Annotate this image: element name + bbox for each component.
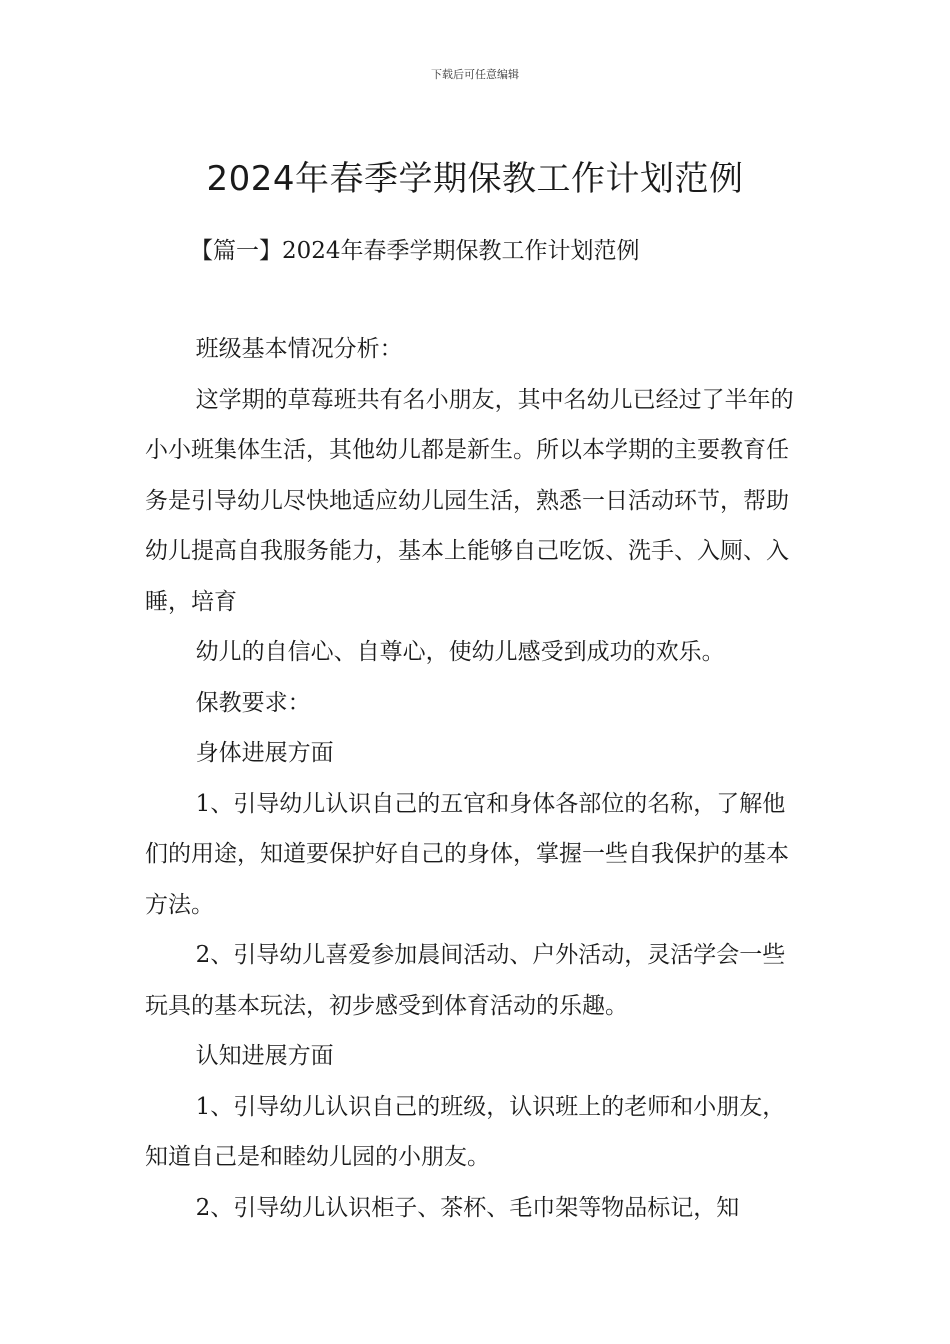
- paragraph-physical-item-1: 1、引导幼儿认识自己的五官和身体各部位的名称，了解他们的用途，知道要保护好自己的身体，掌握一些自我保护的基本方法。: [145, 790, 789, 918]
- document-body: [145, 324, 807, 1233]
- paragraph-cognitive-item-1: 1、引导幼儿认识自己的班级，认识班上的老师和小朋友，知道自己是和睦幼儿园的小朋友。: [145, 1093, 786, 1170]
- paragraph-confidence: 幼儿的自信心、自尊心，使幼儿感受到成功的欢乐。: [195, 639, 725, 665]
- paragraph-physical-heading: 身体进展方面: [195, 740, 334, 766]
- paragraph-class-analysis-heading: 班级基本情况分析：: [195, 336, 403, 362]
- paragraph-cognitive-heading: 认知进展方面: [195, 1043, 334, 1069]
- section-heading: 【篇一】2024年春季学期保教工作计划范例: [190, 238, 640, 264]
- paragraph-requirements-heading: 保教要求：: [195, 689, 311, 716]
- paragraph-cognitive-item-2: 2、引导幼儿认识柜子、茶杯、毛巾架等物品标记，知: [195, 1194, 740, 1221]
- header-note: 下载后可任意编辑: [431, 68, 519, 81]
- paragraph-class-overview: 这学期的草莓班共有名小朋友，其中名幼儿已经过了半年的小小班集体生活，其他幼儿都是新生。所以本学期的主要教育任务是引导幼儿尽快地适应幼儿园生活，熟悉一日活动环节，帮助幼儿提高自我服务能力，基本上能够自己吃饭、洗手、入厕、入睡，培育: [145, 386, 794, 615]
- paragraph-physical-item-2: 2、引导幼儿喜爱参加晨间活动、户外活动，灵活学会一些玩具的基本玩法，初步感受到体育活动的乐趣。: [145, 942, 786, 1019]
- document-title: 2024年春季学期保教工作计划范例: [206, 158, 744, 199]
